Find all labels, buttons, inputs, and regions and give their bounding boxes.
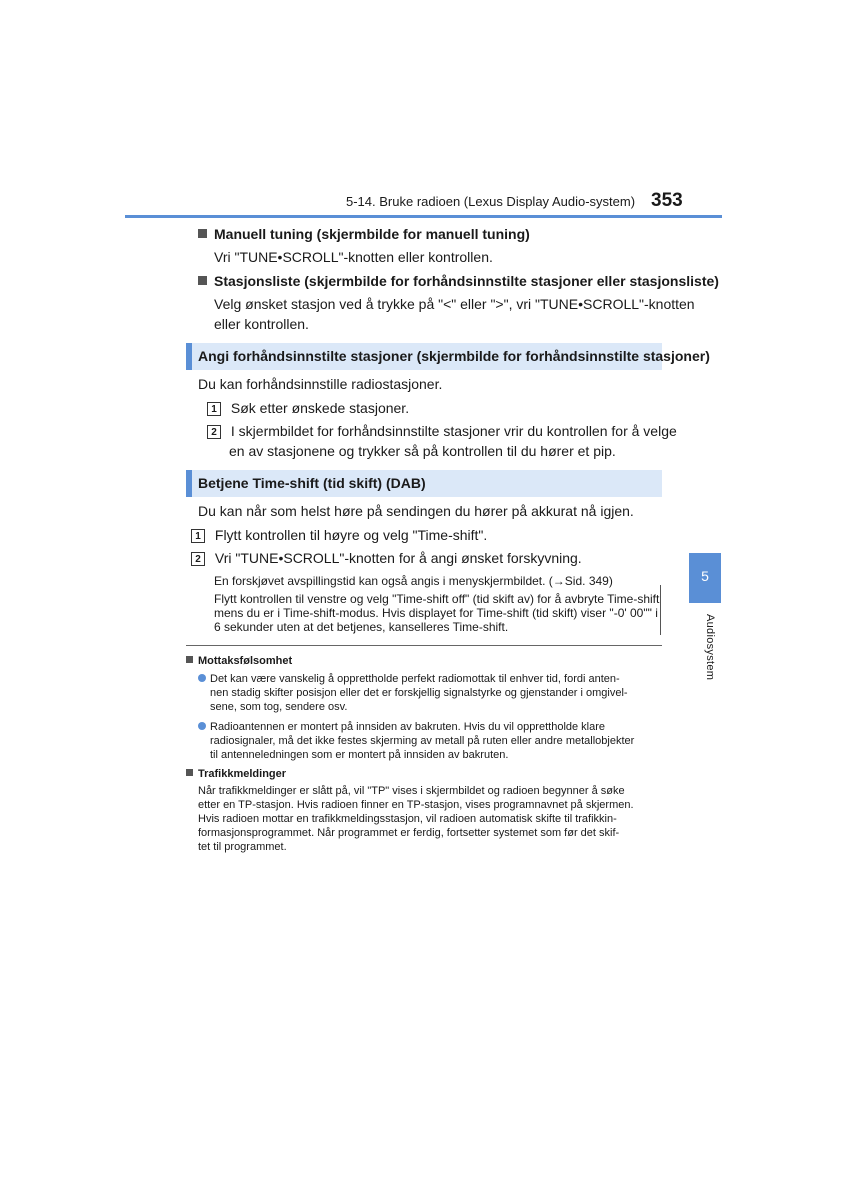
timeshift-note-2-line3: 6 sekunder uten at det betjenes, kanselleres Time-shift. xyxy=(214,620,509,634)
preset-step-1: 1 Søk etter ønskede stasjoner. xyxy=(207,398,409,418)
step-number: 1 xyxy=(207,402,221,416)
reception-bullet-1-l1: Det kan være vanskelig å opprettholde perfekt radiomottak til enhver tid, fordi anten- xyxy=(198,673,620,687)
header-rule xyxy=(125,215,722,218)
square-bullet-icon xyxy=(186,769,193,776)
manual-tuning-text: Vri "TUNE•SCROLL"-knotten eller kontrollen. xyxy=(214,249,493,265)
square-bullet-icon xyxy=(198,276,207,285)
traffic-line: Hvis radioen mottar en trafikkmeldingsstasjon, vil radioen automatisk skifte til trafikkin- xyxy=(198,813,617,825)
dot-bullet-icon xyxy=(198,674,206,682)
manual-tuning-title: Manuell tuning (skjermbilde for manuell tuning) xyxy=(198,224,530,244)
preset-heading: Angi forhåndsinnstilte stasjoner (skjermbilde for forhåndsinnstilte stasjoner) xyxy=(186,343,662,370)
timeshift-note-1: En forskjøvet avspillingstid kan også angis i menyskjermbildet. (→Sid. 349) xyxy=(214,574,613,588)
traffic-line: formasjonsprogrammet. Når programmet er ferdig, fortsetter systemet som før det skif- xyxy=(198,827,620,839)
step-number: 2 xyxy=(191,552,205,566)
preset-step-2-cont: en av stasjonene og trykker så på kontrollen til du hører et pip. xyxy=(229,443,616,459)
reception-bullet-1-l3: sene, som tog, sendere osv. xyxy=(210,701,348,713)
reception-title: Mottaksfølsomhet xyxy=(186,655,292,669)
reception-bullet-1-l2: nen stadig skifter posisjon eller det er forskjellig signalstyrke og gjenstander i omgivel- xyxy=(210,687,628,699)
square-bullet-icon xyxy=(198,229,207,238)
traffic-line: tet til programmet. xyxy=(198,841,287,853)
section-title: 5-14. Bruke radioen (Lexus Display Audio-system) xyxy=(346,194,636,209)
dot-bullet-icon xyxy=(198,722,206,730)
reception-bullet-2-l1: Radioantennen er montert på innsiden av bakruten. Hvis du vil opprettholde klare xyxy=(198,721,605,735)
reception-bullet-2-l3: til antenneledningen som er montert på innsiden av bakruten. xyxy=(210,749,509,761)
preset-intro: Du kan forhåndsinnstille radiostasjoner. xyxy=(198,376,443,392)
traffic-line: Når trafikkmeldinger er slått på, vil "TP" vises i skjermbildet og radioen begynner å søke xyxy=(198,785,625,797)
chapter-tab: 5 xyxy=(689,553,721,603)
step-number: 1 xyxy=(191,529,205,543)
reception-bullet-2-l2: radiosignaler, må det ikke festes skjerming av metall på ruten eller andre metallobjekter xyxy=(210,735,635,747)
traffic-title: Trafikkmeldinger xyxy=(186,768,286,782)
timeshift-note-2-line1: Flytt kontrollen til venstre og velg "Time-shift off" (tid skift av) for å avbryte Time-shift xyxy=(214,592,660,606)
station-list-title: Stasjonsliste (skjermbilde for forhåndsinnstilte stasjoner eller stasjonsliste) xyxy=(198,271,719,291)
timeshift-note-2-line2: mens du er i Time-shift-modus. Hvis displayet for Time-shift (tid skift) viser "-0' 00"" i xyxy=(214,606,658,620)
square-bullet-icon xyxy=(186,656,193,663)
page-number: 353 xyxy=(651,190,683,211)
note-bracket xyxy=(660,585,661,635)
station-list-text-line2: eller kontrollen. xyxy=(214,316,309,332)
timeshift-intro: Du kan når som helst høre på sendingen du hører på akkurat nå igjen. xyxy=(198,503,634,519)
station-list-text-line1: Velg ønsket stasjon ved å trykke på "<" eller ">", vri "TUNE•SCROLL"-knotten xyxy=(214,296,695,312)
timeshift-heading: Betjene Time-shift (tid skift) (DAB) xyxy=(186,470,662,497)
separator xyxy=(186,645,662,646)
step-number: 2 xyxy=(207,425,221,439)
timeshift-step-1: 1 Flytt kontrollen til høyre og velg "Time-shift". xyxy=(191,525,487,545)
preset-step-2: 2 I skjermbildet for forhåndsinnstilte stasjoner vrir du kontrollen for å velge xyxy=(207,421,677,441)
timeshift-step-2: 2 Vri "TUNE•SCROLL"-knotten for å angi ønsket forskyvning. xyxy=(191,548,582,568)
chapter-label: Audiosystem xyxy=(704,614,716,681)
traffic-line: etter en TP-stasjon. Hvis radioen finner en TP-stasjon, vises programnavnet på skjermen. xyxy=(198,799,634,811)
